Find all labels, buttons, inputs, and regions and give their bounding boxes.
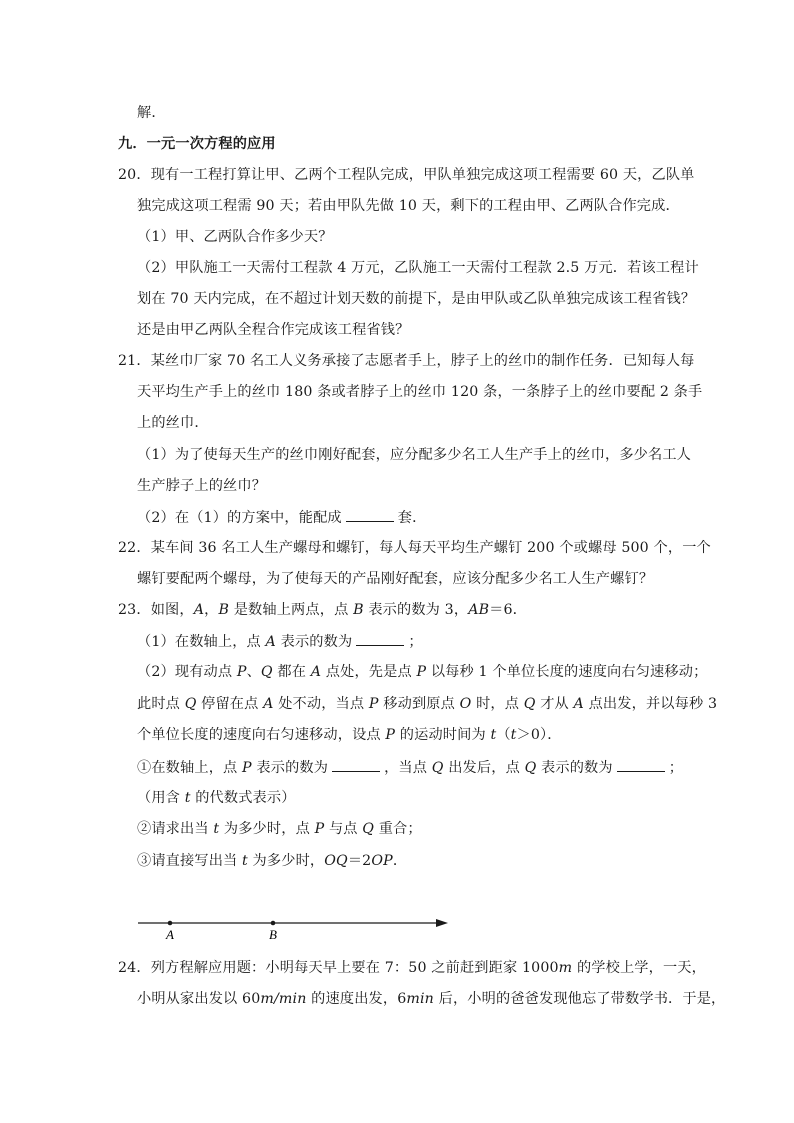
question-21-line: 上的丝巾． <box>137 415 209 431</box>
number-line-figure <box>130 908 460 944</box>
question-24-line: 小明从家出发以 60m/min 的速度出发，6min 后，小明的爸爸发现他忘了带数学书．于是， <box>137 991 726 1007</box>
question-24-line: 24．列方程解应用题：小明每天早上要在 7：50 之前赶到距家 1000m 的学校上学，一天， <box>118 960 706 976</box>
point-b-label: B <box>269 927 277 942</box>
question-20-line: 还是由甲乙两队全程合作完成该工程省钱？ <box>137 322 410 338</box>
question-23-line: 个单位长度的速度向右匀速移动，设点 P 的运动时间为 t（t＞0）． <box>137 727 562 743</box>
question-23-sub-3: ③请直接写出当 t 为多少时，OQ＝2OP． <box>137 853 408 869</box>
arrow-right-icon <box>436 919 448 927</box>
question-20-line: 20．现有一工程打算让甲、乙两个工程队完成，甲队单独完成这项工程需要 60 天，乙队单 <box>118 167 695 183</box>
question-20-part-1: （1）甲、乙两队合作多少天？ <box>137 229 333 245</box>
question-21-part-1: （1）为了使每天生产的丝巾刚好配套，应分配多少名工人生产手上的丝巾，多少名工人 <box>137 447 692 463</box>
answer-blank <box>356 631 404 646</box>
question-23-part-2: （2）现有动点 P、Q 都在 A 点处，先是点 P 以每秒 1 个单位长度的速度向右匀速移动； <box>137 664 708 680</box>
text-line: 解． <box>137 105 166 121</box>
question-21-part-2: （2）在（1）的方案中，能配成 套． <box>137 507 426 528</box>
question-20-line: 划在 70 天内完成，在不超过计划天数的前提下，是由甲队或乙队单独完成该工程省钱？ <box>137 291 696 307</box>
question-20-part-2: （2）甲队施工一天需付工程款 4 万元，乙队施工一天需付工程款 2.5 万元．若该工程计 <box>137 260 699 276</box>
question-23-sub-1: ①在数轴上，点 P 表示的数为 ，当点 Q 出发后，点 Q 表示的数为 ； <box>137 757 683 778</box>
point-a-label: A <box>166 927 174 942</box>
question-23-sub-2: ②请求出当 t 为多少时，点 P 与点 Q 重合； <box>137 821 422 837</box>
answer-blank <box>617 757 665 772</box>
point-b-dot <box>271 921 276 926</box>
question-23-line: 23．如图，A，B 是数轴上两点，点 B 表示的数为 3，AB＝6． <box>118 602 528 618</box>
answer-blank <box>332 757 380 772</box>
section-heading: 九．一元一次方程的应用 <box>118 136 276 152</box>
answer-blank <box>346 507 394 522</box>
question-21-line: 21．某丝巾厂家 70 名工人义务承接了志愿者手上，脖子上的丝巾的制作任务．已知每人每 <box>118 353 695 369</box>
question-21-line: 生产脖子上的丝巾？ <box>137 478 267 494</box>
question-21-line: 天平均生产手上的丝巾 180 条或者脖子上的丝巾 120 条，一条脖子上的丝巾要配 2 条手 <box>137 384 703 400</box>
point-a-dot <box>168 921 173 926</box>
question-20-line: 独完成这项工程需 90 天；若由甲队先做 10 天，剩下的工程由甲、乙两队合作完成． <box>137 198 680 214</box>
question-23-part-1: （1）在数轴上，点 A 表示的数为 ； <box>137 631 423 652</box>
question-23-line: （用含 t 的代数式表示） <box>137 790 296 806</box>
question-22-line: 22．某车间 36 名工人生产螺母和螺钉，每人每天平均生产螺钉 200 个或螺母 500 个，一个 <box>118 540 711 556</box>
question-22-line: 螺钉要配两个螺母，为了使每天的产品刚好配套，应该分配多少名工人生产螺钉？ <box>137 571 654 587</box>
question-23-line: 此时点 Q 停留在点 A 处不动，当点 P 移动到原点 O 时，点 Q 才从 A 点出发，并以每秒 3 <box>137 696 718 712</box>
